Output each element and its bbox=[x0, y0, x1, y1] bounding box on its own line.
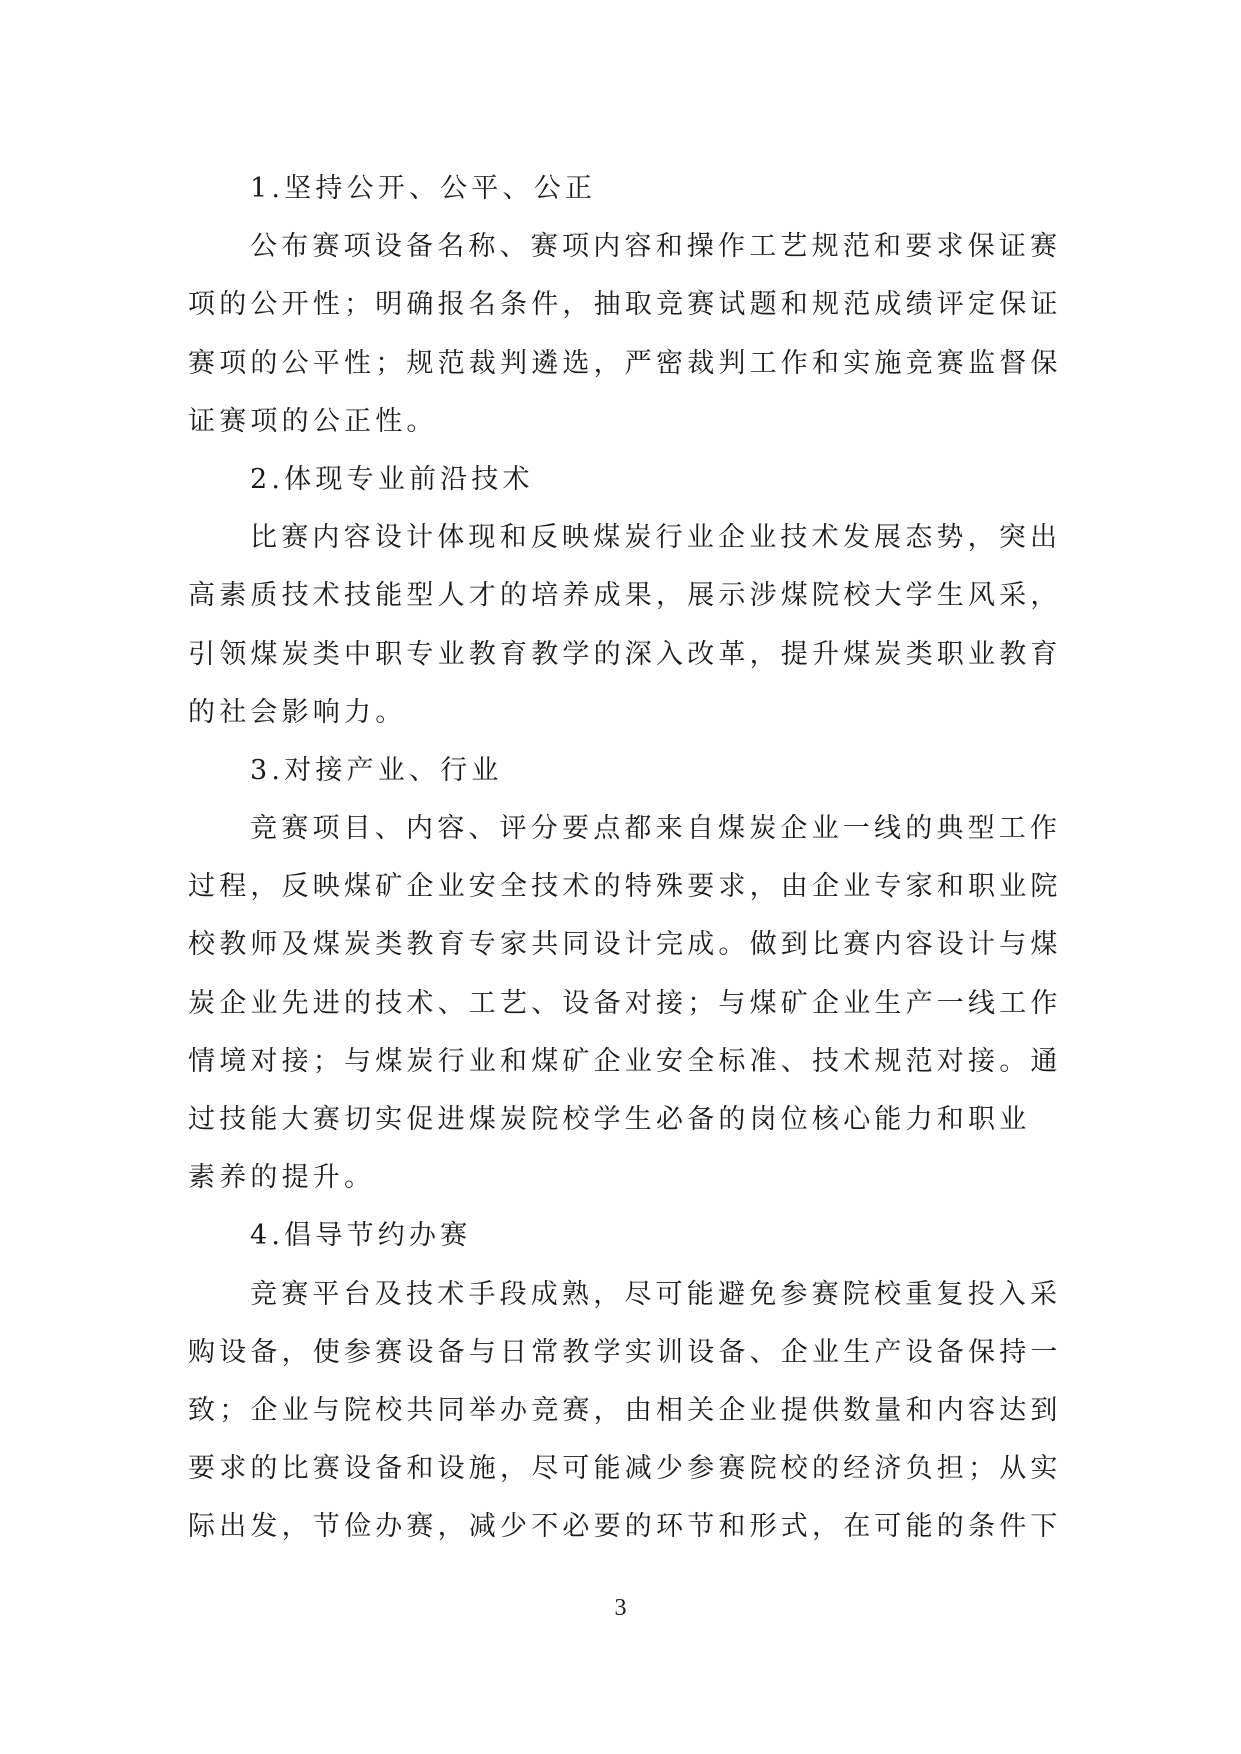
paragraph-line: 公布赛项设备名称、赛项内容和操作工艺规范和要求保证赛 bbox=[250, 231, 1062, 263]
section-heading: 1.坚持公开、公平、公正 bbox=[250, 173, 597, 204]
paragraph-line: 过程，反映煤矿企业安全技术的特殊要求，由企业专家和职业院 bbox=[188, 871, 1062, 903]
paragraph-line: 的社会影响力。 bbox=[188, 696, 407, 728]
paragraph-line: 炭企业先进的技术、工艺、设备对接；与煤矿企业生产一线工作 bbox=[188, 987, 1062, 1019]
paragraph-line: 购设备，使参赛设备与日常教学实训设备、企业生产设备保持一 bbox=[188, 1336, 1062, 1368]
paragraph-line: 证赛项的公正性。 bbox=[188, 405, 438, 437]
paragraph-line: 致；企业与院校共同举办竞赛，由相关企业提供数量和内容达到 bbox=[188, 1394, 1062, 1426]
page-number: 3 bbox=[614, 1595, 627, 1621]
paragraph-line: 情境对接；与煤炭行业和煤矿企业安全标准、技术规范对接。通 bbox=[188, 1045, 1062, 1077]
paragraph-line: 竞赛项目、内容、评分要点都来自煤炭企业一线的典型工作 bbox=[250, 813, 1062, 845]
document-body bbox=[188, 160, 1062, 1557]
paragraph-line: 要求的比赛设备和设施，尽可能减少参赛院校的经济负担；从实 bbox=[188, 1453, 1062, 1485]
paragraph-line: 项的公开性；明确报名条件，抽取竞赛试题和规范成绩评定保证 bbox=[188, 289, 1062, 321]
paragraph-line: 竞赛平台及技术手段成熟，尽可能避免参赛院校重复投入采 bbox=[250, 1278, 1062, 1310]
paragraph-line: 赛项的公平性；规范裁判遴选，严密裁判工作和实施竞赛监督保 bbox=[188, 347, 1062, 379]
section-heading: 2.体现专业前沿技术 bbox=[250, 463, 534, 495]
paragraph-line: 际出发，节俭办赛，减少不必要的环节和形式，在可能的条件下 bbox=[188, 1511, 1062, 1543]
paragraph-line: 校教师及煤炭类教育专家共同设计完成。做到比赛内容设计与煤 bbox=[188, 929, 1062, 961]
section-heading: 4.倡导节约办赛 bbox=[250, 1220, 472, 1252]
paragraph-line: 比赛内容设计体现和反映煤炭行业企业技术发展态势，突出 bbox=[250, 522, 1062, 554]
paragraph-line: 素养的提升。 bbox=[188, 1162, 376, 1194]
paragraph-line: 过技能大赛切实促进煤炭院校学生必备的岗位核心能力和职业 bbox=[188, 1104, 1031, 1135]
section-heading: 3.对接产业、行业 bbox=[250, 754, 503, 786]
paragraph-line: 引领煤炭类中职专业教育教学的深入改革，提升煤炭类职业教育 bbox=[188, 638, 1062, 670]
paragraph-line: 高素质技术技能型人才的培养成果，展示涉煤院校大学生风采， bbox=[188, 580, 1062, 612]
